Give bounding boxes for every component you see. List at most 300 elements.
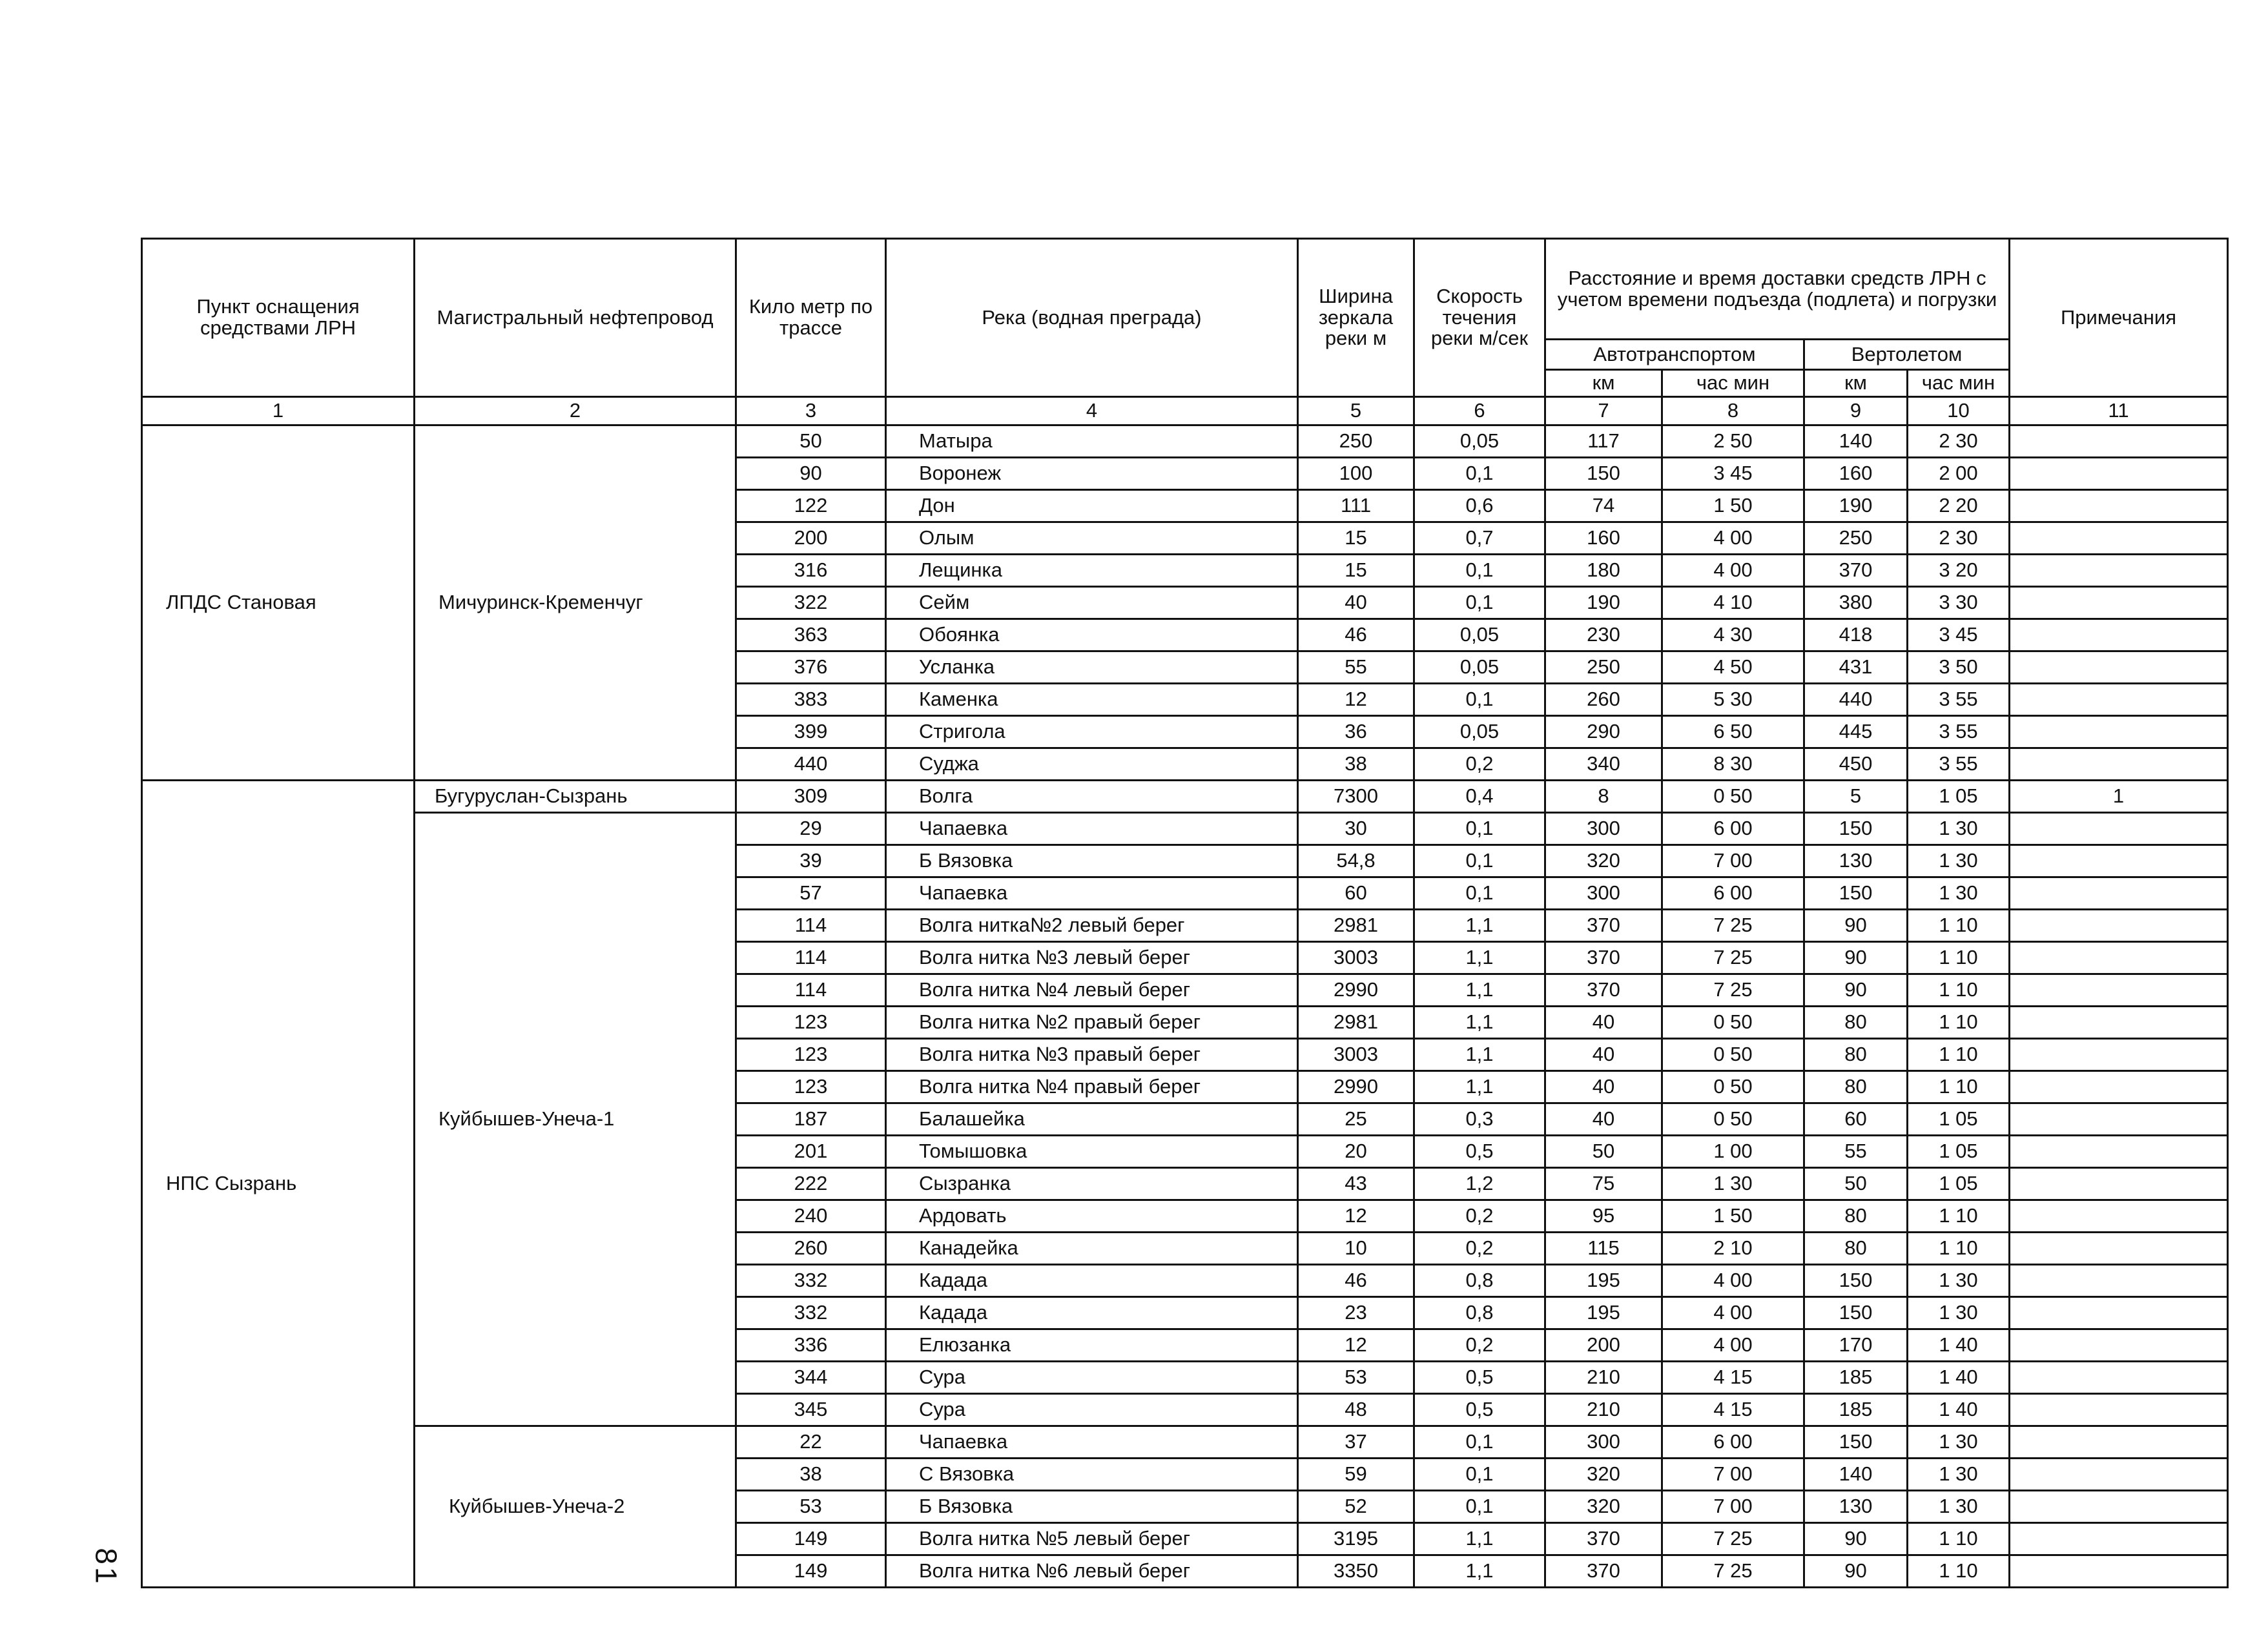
width-cell: 3003 [1298, 1039, 1414, 1071]
river-cell: Б Вязовка [886, 1491, 1298, 1523]
heli-time-cell: 2 20 [1908, 490, 2010, 522]
auto-time-cell: 4 15 [1662, 1362, 1804, 1394]
note-cell [2010, 1103, 2228, 1136]
speed-cell: 0,5 [1414, 1394, 1545, 1426]
heli-km-cell: 50 [1804, 1168, 1908, 1200]
column-number-cell: 4 [886, 397, 1298, 425]
width-cell: 36 [1298, 716, 1414, 748]
auto-km-cell: 370 [1545, 974, 1662, 1007]
heli-km-cell: 80 [1804, 1233, 1908, 1265]
km-cell: 344 [736, 1362, 886, 1394]
width-cell: 52 [1298, 1491, 1414, 1523]
heli-time-cell: 1 10 [1908, 1555, 2010, 1588]
heli-time-cell: 3 55 [1908, 716, 2010, 748]
auto-km-cell: 370 [1545, 942, 1662, 974]
width-cell: 30 [1298, 813, 1414, 845]
speed-cell: 0,05 [1414, 425, 1545, 458]
width-cell: 12 [1298, 684, 1414, 716]
river-cell: Волга нитка №4 левый берег [886, 974, 1298, 1007]
note-cell [2010, 490, 2228, 522]
header-auto: Автотранспортом [1545, 340, 1804, 370]
km-cell: 383 [736, 684, 886, 716]
auto-km-cell: 320 [1545, 845, 1662, 877]
heli-km-cell: 150 [1804, 813, 1908, 845]
speed-cell: 0,8 [1414, 1297, 1545, 1329]
auto-km-cell: 75 [1545, 1168, 1662, 1200]
width-cell: 3350 [1298, 1555, 1414, 1588]
pipeline-cell: Куйбышев-Унеча-1 [415, 813, 736, 1426]
pipeline-cell: Куйбышев-Унеча-2 [415, 1426, 736, 1588]
speed-cell: 0,1 [1414, 877, 1545, 910]
speed-cell: 1,1 [1414, 942, 1545, 974]
auto-time-cell: 1 00 [1662, 1136, 1804, 1168]
column-number-cell: 1 [142, 397, 415, 425]
header-heli-time: час мин [1908, 370, 2010, 397]
heli-km-cell: 445 [1804, 716, 1908, 748]
km-cell: 200 [736, 522, 886, 555]
auto-time-cell: 0 50 [1662, 1103, 1804, 1136]
km-cell: 149 [736, 1555, 886, 1588]
river-cell: Чапаевка [886, 877, 1298, 910]
heli-km-cell: 90 [1804, 1555, 1908, 1588]
speed-cell: 0,1 [1414, 684, 1545, 716]
speed-cell: 0,1 [1414, 813, 1545, 845]
station-cell: ЛПДС Становая [142, 425, 415, 781]
river-cell: Олым [886, 522, 1298, 555]
heli-km-cell: 185 [1804, 1362, 1908, 1394]
heli-time-cell: 1 30 [1908, 1426, 2010, 1459]
heli-time-cell: 1 10 [1908, 910, 2010, 942]
heli-km-cell: 150 [1804, 1265, 1908, 1297]
auto-time-cell: 4 00 [1662, 1297, 1804, 1329]
auto-time-cell: 7 25 [1662, 910, 1804, 942]
auto-time-cell: 4 00 [1662, 1265, 1804, 1297]
speed-cell: 0,6 [1414, 490, 1545, 522]
note-cell [2010, 1168, 2228, 1200]
speed-cell: 0,1 [1414, 845, 1545, 877]
speed-cell: 1,1 [1414, 1523, 1545, 1555]
note-cell [2010, 684, 2228, 716]
auto-time-cell: 7 00 [1662, 1459, 1804, 1491]
heli-time-cell: 2 30 [1908, 522, 2010, 555]
auto-km-cell: 74 [1545, 490, 1662, 522]
auto-km-cell: 370 [1545, 1555, 1662, 1588]
table-body [142, 425, 2228, 1588]
km-cell: 50 [736, 425, 886, 458]
auto-km-cell: 40 [1545, 1071, 1662, 1103]
auto-time-cell: 0 50 [1662, 1071, 1804, 1103]
heli-km-cell: 60 [1804, 1103, 1908, 1136]
speed-cell: 0,1 [1414, 1491, 1545, 1523]
header-width: Ширина зеркала реки м [1298, 239, 1414, 397]
km-cell: 332 [736, 1265, 886, 1297]
km-cell: 222 [736, 1168, 886, 1200]
river-cell: Волга нитка №2 правый берег [886, 1007, 1298, 1039]
note-cell [2010, 522, 2228, 555]
river-cell: Волга нитка №3 правый берег [886, 1039, 1298, 1071]
auto-km-cell: 370 [1545, 1523, 1662, 1555]
column-number-cell: 2 [415, 397, 736, 425]
heli-time-cell: 3 55 [1908, 684, 2010, 716]
speed-cell: 0,05 [1414, 716, 1545, 748]
river-cell: Чапаевка [886, 813, 1298, 845]
heli-time-cell: 1 05 [1908, 1168, 2010, 1200]
river-crossings-table [141, 238, 2229, 1588]
heli-time-cell: 1 05 [1908, 1103, 2010, 1136]
heli-time-cell: 1 10 [1908, 974, 2010, 1007]
auto-km-cell: 40 [1545, 1103, 1662, 1136]
km-cell: 38 [736, 1459, 886, 1491]
note-cell [2010, 619, 2228, 651]
heli-km-cell: 190 [1804, 490, 1908, 522]
km-cell: 309 [736, 781, 886, 813]
speed-cell: 0,2 [1414, 1329, 1545, 1362]
note-cell [2010, 1523, 2228, 1555]
auto-time-cell: 4 00 [1662, 555, 1804, 587]
river-cell: Сура [886, 1362, 1298, 1394]
width-cell: 46 [1298, 1265, 1414, 1297]
heli-km-cell: 431 [1804, 651, 1908, 684]
heli-time-cell: 1 30 [1908, 877, 2010, 910]
auto-time-cell: 2 50 [1662, 425, 1804, 458]
note-cell [2010, 716, 2228, 748]
river-cell: Дон [886, 490, 1298, 522]
heli-km-cell: 90 [1804, 1523, 1908, 1555]
speed-cell: 0,8 [1414, 1265, 1545, 1297]
note-cell [2010, 1136, 2228, 1168]
auto-time-cell: 5 30 [1662, 684, 1804, 716]
auto-km-cell: 195 [1545, 1265, 1662, 1297]
speed-cell: 0,1 [1414, 587, 1545, 619]
auto-km-cell: 370 [1545, 910, 1662, 942]
width-cell: 3003 [1298, 942, 1414, 974]
km-cell: 122 [736, 490, 886, 522]
heli-km-cell: 130 [1804, 845, 1908, 877]
heli-km-cell: 160 [1804, 458, 1908, 490]
heli-time-cell: 1 10 [1908, 1200, 2010, 1233]
auto-km-cell: 40 [1545, 1039, 1662, 1071]
note-cell [2010, 845, 2228, 877]
note-cell [2010, 1426, 2228, 1459]
auto-time-cell: 7 00 [1662, 1491, 1804, 1523]
auto-time-cell: 2 10 [1662, 1233, 1804, 1265]
width-cell: 40 [1298, 587, 1414, 619]
table-row [142, 1426, 2228, 1459]
km-cell: 149 [736, 1523, 886, 1555]
header-auto-time: час мин [1662, 370, 1804, 397]
column-number-row [142, 397, 2228, 425]
km-cell: 336 [736, 1329, 886, 1362]
heli-time-cell: 1 10 [1908, 942, 2010, 974]
note-cell [2010, 1297, 2228, 1329]
river-cell: Волга нитка №4 правый берег [886, 1071, 1298, 1103]
heli-time-cell: 1 30 [1908, 1297, 2010, 1329]
river-cell: Волга нитка №5 левый берег [886, 1523, 1298, 1555]
table-row [142, 813, 2228, 845]
auto-km-cell: 210 [1545, 1394, 1662, 1426]
auto-km-cell: 200 [1545, 1329, 1662, 1362]
header-pipeline: Магистральный нефтепровод [415, 239, 736, 397]
speed-cell: 1,2 [1414, 1168, 1545, 1200]
speed-cell: 0,2 [1414, 1200, 1545, 1233]
km-cell: 363 [736, 619, 886, 651]
width-cell: 59 [1298, 1459, 1414, 1491]
auto-time-cell: 4 00 [1662, 1329, 1804, 1362]
note-cell [2010, 651, 2228, 684]
auto-time-cell: 4 15 [1662, 1394, 1804, 1426]
heli-time-cell: 1 40 [1908, 1394, 2010, 1426]
column-number-cell: 7 [1545, 397, 1662, 425]
km-cell: 322 [736, 587, 886, 619]
speed-cell: 1,1 [1414, 1071, 1545, 1103]
auto-time-cell: 0 50 [1662, 781, 1804, 813]
km-cell: 114 [736, 942, 886, 974]
heli-time-cell: 3 50 [1908, 651, 2010, 684]
heli-time-cell: 1 40 [1908, 1329, 2010, 1362]
km-cell: 39 [736, 845, 886, 877]
speed-cell: 0,3 [1414, 1103, 1545, 1136]
width-cell: 38 [1298, 748, 1414, 781]
river-cell: Сызранка [886, 1168, 1298, 1200]
heli-km-cell: 140 [1804, 425, 1908, 458]
auto-km-cell: 210 [1545, 1362, 1662, 1394]
width-cell: 25 [1298, 1103, 1414, 1136]
river-cell: Томышовка [886, 1136, 1298, 1168]
heli-km-cell: 150 [1804, 1426, 1908, 1459]
auto-km-cell: 117 [1545, 425, 1662, 458]
auto-km-cell: 8 [1545, 781, 1662, 813]
river-cell: Воронеж [886, 458, 1298, 490]
note-cell [2010, 1491, 2228, 1523]
km-cell: 114 [736, 974, 886, 1007]
width-cell: 250 [1298, 425, 1414, 458]
river-cell: С Вязовка [886, 1459, 1298, 1491]
heli-km-cell: 80 [1804, 1039, 1908, 1071]
river-cell: Волга нитка №6 левый берег [886, 1555, 1298, 1588]
speed-cell: 0,7 [1414, 522, 1545, 555]
auto-km-cell: 320 [1545, 1459, 1662, 1491]
heli-km-cell: 55 [1804, 1136, 1908, 1168]
heli-time-cell: 3 45 [1908, 619, 2010, 651]
heli-time-cell: 1 10 [1908, 1039, 2010, 1071]
km-cell: 123 [736, 1071, 886, 1103]
heli-km-cell: 80 [1804, 1071, 1908, 1103]
heli-km-cell: 418 [1804, 619, 1908, 651]
auto-km-cell: 290 [1545, 716, 1662, 748]
width-cell: 37 [1298, 1426, 1414, 1459]
note-cell [2010, 1362, 2228, 1394]
auto-km-cell: 95 [1545, 1200, 1662, 1233]
auto-time-cell: 1 50 [1662, 490, 1804, 522]
auto-km-cell: 180 [1545, 555, 1662, 587]
km-cell: 316 [736, 555, 886, 587]
river-cell: Лещинка [886, 555, 1298, 587]
width-cell: 15 [1298, 522, 1414, 555]
auto-time-cell: 7 25 [1662, 1523, 1804, 1555]
heli-km-cell: 250 [1804, 522, 1908, 555]
heli-km-cell: 90 [1804, 910, 1908, 942]
speed-cell: 0,2 [1414, 748, 1545, 781]
km-cell: 53 [736, 1491, 886, 1523]
speed-cell: 0,1 [1414, 1426, 1545, 1459]
heli-time-cell: 1 40 [1908, 1362, 2010, 1394]
auto-time-cell: 6 50 [1662, 716, 1804, 748]
auto-km-cell: 50 [1545, 1136, 1662, 1168]
auto-time-cell: 6 00 [1662, 877, 1804, 910]
width-cell: 46 [1298, 619, 1414, 651]
km-cell: 260 [736, 1233, 886, 1265]
width-cell: 12 [1298, 1329, 1414, 1362]
river-cell: Чапаевка [886, 1426, 1298, 1459]
km-cell: 22 [736, 1426, 886, 1459]
heli-time-cell: 1 30 [1908, 813, 2010, 845]
km-cell: 187 [736, 1103, 886, 1136]
auto-time-cell: 6 00 [1662, 813, 1804, 845]
column-number-cell: 3 [736, 397, 886, 425]
width-cell: 20 [1298, 1136, 1414, 1168]
river-cell: Ардовать [886, 1200, 1298, 1233]
column-number-cell: 9 [1804, 397, 1908, 425]
river-cell: Елюзанка [886, 1329, 1298, 1362]
note-cell [2010, 1007, 2228, 1039]
note-cell [2010, 748, 2228, 781]
river-cell: Стригола [886, 716, 1298, 748]
auto-time-cell: 7 25 [1662, 942, 1804, 974]
width-cell: 60 [1298, 877, 1414, 910]
river-cell: Волга нитка №3 левый берег [886, 942, 1298, 974]
river-cell: Балашейка [886, 1103, 1298, 1136]
width-cell: 2990 [1298, 974, 1414, 1007]
speed-cell: 1,1 [1414, 1039, 1545, 1071]
heli-time-cell: 1 10 [1908, 1233, 2010, 1265]
km-cell: 57 [736, 877, 886, 910]
width-cell: 48 [1298, 1394, 1414, 1426]
speed-cell: 0,05 [1414, 651, 1545, 684]
heli-time-cell: 1 05 [1908, 1136, 2010, 1168]
auto-time-cell: 1 30 [1662, 1168, 1804, 1200]
heli-time-cell: 3 20 [1908, 555, 2010, 587]
heli-time-cell: 2 30 [1908, 425, 2010, 458]
heli-time-cell: 1 10 [1908, 1071, 2010, 1103]
heli-km-cell: 80 [1804, 1007, 1908, 1039]
page-number: 81 [89, 1548, 123, 1586]
river-cell: Усланка [886, 651, 1298, 684]
auto-time-cell: 4 10 [1662, 587, 1804, 619]
width-cell: 53 [1298, 1362, 1414, 1394]
width-cell: 7300 [1298, 781, 1414, 813]
heli-km-cell: 140 [1804, 1459, 1908, 1491]
heli-km-cell: 370 [1804, 555, 1908, 587]
auto-km-cell: 300 [1545, 813, 1662, 845]
note-cell [2010, 1329, 2228, 1362]
auto-km-cell: 150 [1545, 458, 1662, 490]
table-row [142, 425, 2228, 458]
note-cell [2010, 1233, 2228, 1265]
speed-cell: 0,2 [1414, 1233, 1545, 1265]
header-speed: Скорость течения реки м/сек [1414, 239, 1545, 397]
auto-km-cell: 115 [1545, 1233, 1662, 1265]
auto-time-cell: 4 50 [1662, 651, 1804, 684]
note-cell [2010, 458, 2228, 490]
auto-km-cell: 40 [1545, 1007, 1662, 1039]
header-notes: Примечания [2010, 239, 2228, 397]
width-cell: 15 [1298, 555, 1414, 587]
heli-time-cell: 1 10 [1908, 1007, 2010, 1039]
speed-cell: 0,1 [1414, 555, 1545, 587]
km-cell: 123 [736, 1039, 886, 1071]
km-cell: 240 [736, 1200, 886, 1233]
heli-time-cell: 3 55 [1908, 748, 2010, 781]
width-cell: 23 [1298, 1297, 1414, 1329]
header-km: Кило метр по трассе [736, 239, 886, 397]
width-cell: 3195 [1298, 1523, 1414, 1555]
heli-km-cell: 150 [1804, 1297, 1908, 1329]
note-cell [2010, 1071, 2228, 1103]
note-cell [2010, 555, 2228, 587]
heli-km-cell: 170 [1804, 1329, 1908, 1362]
speed-cell: 0,1 [1414, 458, 1545, 490]
river-cell: Сейм [886, 587, 1298, 619]
pipeline-cell: Мичуринск-Кременчуг [415, 425, 736, 781]
heli-km-cell: 450 [1804, 748, 1908, 781]
river-cell: Кадада [886, 1297, 1298, 1329]
column-number-cell: 10 [1908, 397, 2010, 425]
auto-km-cell: 340 [1545, 748, 1662, 781]
auto-km-cell: 300 [1545, 1426, 1662, 1459]
km-cell: 29 [736, 813, 886, 845]
heli-km-cell: 90 [1804, 942, 1908, 974]
heli-time-cell: 1 30 [1908, 845, 2010, 877]
heli-km-cell: 5 [1804, 781, 1908, 813]
heli-time-cell: 3 30 [1908, 587, 2010, 619]
table-header [142, 239, 2228, 425]
width-cell: 55 [1298, 651, 1414, 684]
river-cell: Кадада [886, 1265, 1298, 1297]
station-cell: НПС Сызрань [142, 781, 415, 1588]
river-cell: Обоянка [886, 619, 1298, 651]
note-cell [2010, 813, 2228, 845]
auto-km-cell: 300 [1545, 877, 1662, 910]
width-cell: 2981 [1298, 910, 1414, 942]
width-cell: 43 [1298, 1168, 1414, 1200]
km-cell: 399 [736, 716, 886, 748]
river-cell: Сура [886, 1394, 1298, 1426]
river-cell: Матыра [886, 425, 1298, 458]
header-delivery: Расстояние и время доставки средств ЛРН с учетом времени подъезда (подлета) и погрузки [1545, 239, 2010, 340]
heli-time-cell: 1 30 [1908, 1459, 2010, 1491]
column-number-cell: 5 [1298, 397, 1414, 425]
river-cell: Б Вязовка [886, 845, 1298, 877]
width-cell: 2990 [1298, 1071, 1414, 1103]
auto-km-cell: 320 [1545, 1491, 1662, 1523]
auto-km-cell: 260 [1545, 684, 1662, 716]
table-row [142, 781, 2228, 813]
heli-km-cell: 380 [1804, 587, 1908, 619]
pipeline-cell: Бугуруслан-Сызрань [415, 781, 736, 813]
km-cell: 332 [736, 1297, 886, 1329]
river-cell: Волга нитка№2 левый берег [886, 910, 1298, 942]
note-cell [2010, 1039, 2228, 1071]
km-cell: 440 [736, 748, 886, 781]
header-heli-km: км [1804, 370, 1908, 397]
auto-time-cell: 6 00 [1662, 1426, 1804, 1459]
column-number-cell: 6 [1414, 397, 1545, 425]
auto-time-cell: 4 30 [1662, 619, 1804, 651]
auto-time-cell: 4 00 [1662, 522, 1804, 555]
speed-cell: 0,5 [1414, 1362, 1545, 1394]
km-cell: 345 [736, 1394, 886, 1426]
auto-time-cell: 0 50 [1662, 1039, 1804, 1071]
